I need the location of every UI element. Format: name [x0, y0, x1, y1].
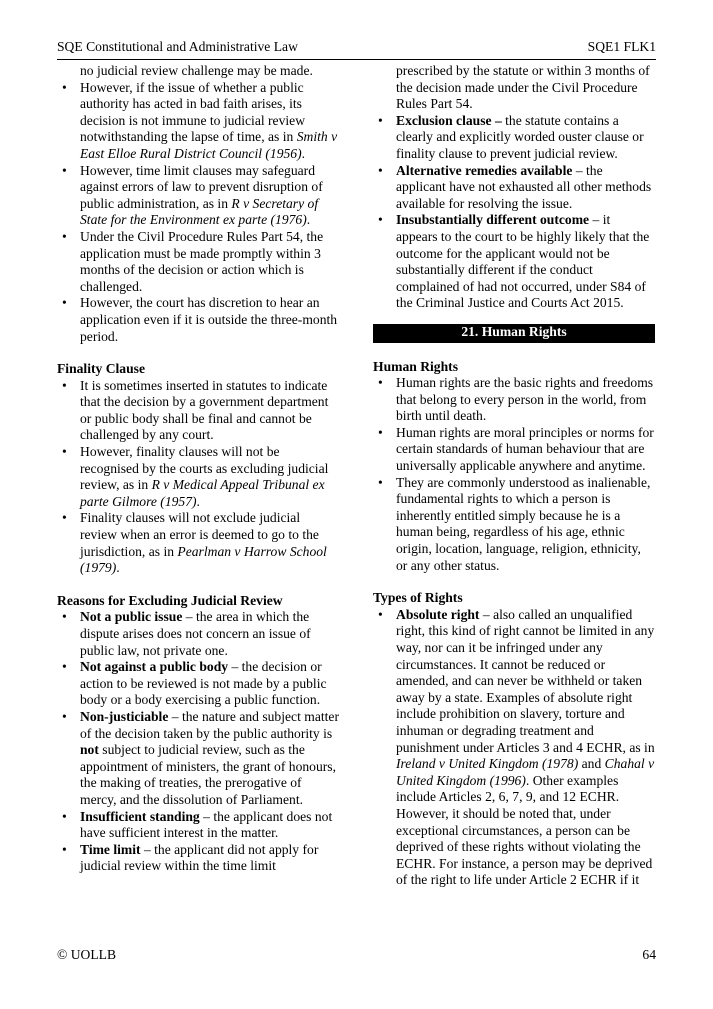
- section-heading: Types of Rights: [373, 590, 463, 606]
- bullet-text: [396, 113, 655, 163]
- text-segment: and: [578, 756, 605, 772]
- bullet-marker-icon: •: [62, 841, 67, 857]
- text-segment: However, finality clauses will not be recognised by the courts as excluding judicial review, as in: [80, 444, 329, 493]
- text-segment: .: [306, 212, 311, 228]
- bullet-item: [57, 163, 339, 229]
- bullet-text: [396, 475, 655, 575]
- bullet-text: [396, 212, 655, 312]
- bullet-item: [57, 809, 339, 842]
- page-footer: [57, 947, 656, 964]
- text-segment: Human rights are the basic rights and freedoms that belong to every person in the world, from birth until death.: [396, 375, 654, 424]
- bullet-text: [80, 229, 339, 295]
- bullet-item: [57, 510, 339, 576]
- bullet-item: [57, 378, 339, 444]
- text-segment: However, time limit clauses may safeguard against errors of law to prevent disruption of public administration, as in: [80, 162, 323, 211]
- text-segment: prescribed by the statute or within 3 months of the decision made under the Civil Procedure Rules Part 54.: [396, 63, 650, 112]
- text-segment: They are commonly understood as inalienable, fundamental rights to which a person is inherently entitled simply because he is a human being, regardless of his age, ethnic origin, location, language, religion, ethnicity, or any other status.: [396, 474, 651, 573]
- continuation-text: [57, 63, 339, 80]
- text-segment: It is sometimes inserted in statutes to indicate that the decision by a government department or public body shall be final and cannot be challenged by any court.: [80, 377, 329, 443]
- text-segment: no judicial review challenge may be made.: [80, 63, 313, 78]
- bullet-item: [57, 842, 339, 875]
- text-segment: However, the court has discretion to hear an application even if it is outside the three-month period.: [80, 295, 338, 344]
- text-segment-italic: Ireland v United Kingdom (1978): [396, 756, 579, 772]
- text-segment-bold: Absolute right: [396, 606, 480, 622]
- header-exam-code: SQE1 FLK1: [587, 39, 656, 54]
- text-segment-bold: not: [80, 742, 99, 758]
- bullet-item: [373, 475, 655, 575]
- bullet-marker-icon: •: [378, 112, 383, 128]
- text-segment-italic: Pearlman v Harrow School (1979): [80, 543, 327, 576]
- text-segment: subject to judicial review, such as the appointment of ministers, the grant of honours, the making of treaties, the prerogative of mercy, and the dissolution of Parliament.: [80, 742, 336, 807]
- text-segment: .: [301, 145, 306, 161]
- text-segment: Finality clauses will not exclude judicial review when an error is deemed to go to the jurisdiction, as in: [80, 510, 319, 559]
- bullet-text: [80, 80, 339, 163]
- text-segment-italic: R v Medical Appeal Tribunal ex parte Gilmore (1957): [80, 477, 325, 509]
- footer-copyright: © UOLLB: [57, 947, 117, 962]
- bullet-text: [396, 163, 655, 213]
- bullet-marker-icon: •: [62, 808, 67, 824]
- section-heading: Human Rights: [373, 358, 458, 374]
- section-heading: Finality Clause: [57, 361, 145, 377]
- bullet-marker-icon: •: [62, 228, 67, 244]
- text-segment-bold: Insufficient standing: [80, 808, 200, 824]
- bullet-marker-icon: •: [378, 606, 383, 622]
- bullet-text: [396, 607, 655, 889]
- bullet-item: [373, 607, 655, 889]
- bullet-marker-icon: •: [62, 609, 67, 625]
- text-segment: .: [116, 560, 120, 576]
- text-segment: – the decision or action to be reviewed is not made by a public body or a body exercising a public function.: [80, 659, 327, 708]
- text-segment: – it appears to the court to be highly likely that the outcome for the applicant would not be substantially different if the conduct complained of had not occurred, under S84 of the Criminal Justice and Courts Act 2015.: [396, 212, 650, 311]
- bullet-item: [57, 444, 339, 510]
- text-segment: – the area in which the dispute arises does not concern an issue of public law, not private one.: [80, 609, 311, 658]
- bullet-text: [80, 709, 339, 809]
- text-segment: However, if the issue of whether a public authority has acted in bad faith arises, its decision is not immune to judicial review notwithstanding the lapse of time, as in: [80, 79, 306, 145]
- bullet-marker-icon: •: [62, 708, 67, 724]
- text-segment-bold: Not against a public body: [80, 659, 229, 675]
- right-column: [373, 63, 655, 949]
- continuation-text: [373, 63, 655, 113]
- bullet-marker-icon: •: [378, 212, 383, 228]
- text-segment: Under the Civil Procedure Rules Part 54, the application must be made promptly within 3 months of the decision or action which is challenged.: [80, 228, 324, 294]
- bullet-item: [373, 212, 655, 312]
- chapter-banner: 21. Human Rights: [373, 324, 655, 343]
- text-segment-bold: Exclusion clause –: [396, 112, 502, 128]
- text-segment-bold: Insubstantially different outcome: [396, 212, 590, 228]
- text-segment: – also called an unqualified right, this kind of right cannot be limited in any way, nor can it be infringed under any circumstances. It cannot be reduced or amended, and can never be withheld or taken away by a state. Examples of absolute right include prohibition on slavery, torture and inhuman or degrading treatment and punishment under Articles 3 and 4 ECHR, as in: [396, 606, 655, 755]
- text-segment: .: [196, 493, 200, 509]
- bullet-text: [396, 425, 655, 475]
- text-segment-bold: Non-justiciable: [80, 708, 169, 724]
- bullet-text: [80, 378, 339, 444]
- bullet-marker-icon: •: [378, 424, 383, 440]
- bullet-item: [57, 229, 339, 295]
- bullet-item: [57, 295, 339, 345]
- bullet-item: [57, 659, 339, 709]
- text-segment-bold: Alternative remedies available: [396, 162, 573, 178]
- bullet-item: [373, 113, 655, 163]
- bullet-marker-icon: •: [62, 377, 67, 393]
- bullet-item: [57, 80, 339, 163]
- text-segment: . Other examples include Articles 2, 6, 7, 9, and 12 ECHR. However, it should be noted that, under exceptional circumstances, a person can be deprived of these rights without violating the ECHR. For instance, a person may be deprived of the right to life under Article 2 ECHR if it: [396, 772, 653, 888]
- bullet-text: [80, 444, 339, 510]
- bullet-item: [373, 163, 655, 213]
- bullet-marker-icon: •: [62, 510, 67, 526]
- text-segment: – the applicant did not apply for judicial review within the time limit: [80, 841, 319, 874]
- bullet-text: [80, 295, 339, 345]
- text-segment-italic: Chahal v United Kingdom (1996): [396, 756, 655, 788]
- text-segment-italic: Smith v East Elloe Rural District Council (1956): [80, 129, 338, 161]
- two-column-content: [57, 63, 656, 949]
- bullet-marker-icon: •: [378, 474, 383, 490]
- bullet-marker-icon: •: [62, 295, 67, 311]
- bullet-marker-icon: •: [62, 79, 67, 95]
- text-segment: – the applicant does not have sufficient interest in the matter.: [80, 808, 333, 841]
- bullet-text: [80, 163, 339, 229]
- bullet-marker-icon: •: [62, 444, 67, 460]
- bullet-item: [57, 709, 339, 809]
- header-title: SQE Constitutional and Administrative Law: [57, 39, 298, 54]
- bullet-item: [373, 425, 655, 475]
- bullet-text: [80, 842, 339, 875]
- bullet-text: [80, 510, 339, 576]
- left-column: [57, 63, 339, 949]
- text-segment: the statute contains a clearly and explicitly worded ouster clause or finality clause to prevent judicial review.: [396, 112, 644, 161]
- bullet-marker-icon: •: [378, 162, 383, 178]
- bullet-item: [57, 609, 339, 659]
- footer-page-number: 64: [642, 947, 656, 962]
- bullet-marker-icon: •: [62, 659, 67, 675]
- text-segment: – the applicant have not exhausted all other methods available for resolving the issue.: [396, 162, 652, 211]
- bullet-text: [80, 609, 339, 659]
- bullet-item: [373, 375, 655, 425]
- bullet-text: [80, 809, 339, 842]
- text-segment-bold: Time limit: [80, 841, 141, 857]
- text-segment-bold: Not a public issue: [80, 609, 183, 625]
- page-header: [57, 39, 656, 60]
- text-segment: – the nature and subject matter of the decision taken by the public authority is: [80, 708, 339, 741]
- section-heading: Reasons for Excluding Judicial Review: [57, 592, 283, 608]
- text-segment-italic: R v Secretary of State for the Environment ex parte (1976): [80, 195, 319, 228]
- bullet-text: [80, 659, 339, 709]
- text-segment: Human rights are moral principles or norms for certain standards of human behaviour that are universally applicable anywhere and anytime.: [396, 424, 654, 474]
- bullet-marker-icon: •: [62, 162, 67, 178]
- bullet-marker-icon: •: [378, 375, 383, 391]
- bullet-text: [396, 375, 655, 425]
